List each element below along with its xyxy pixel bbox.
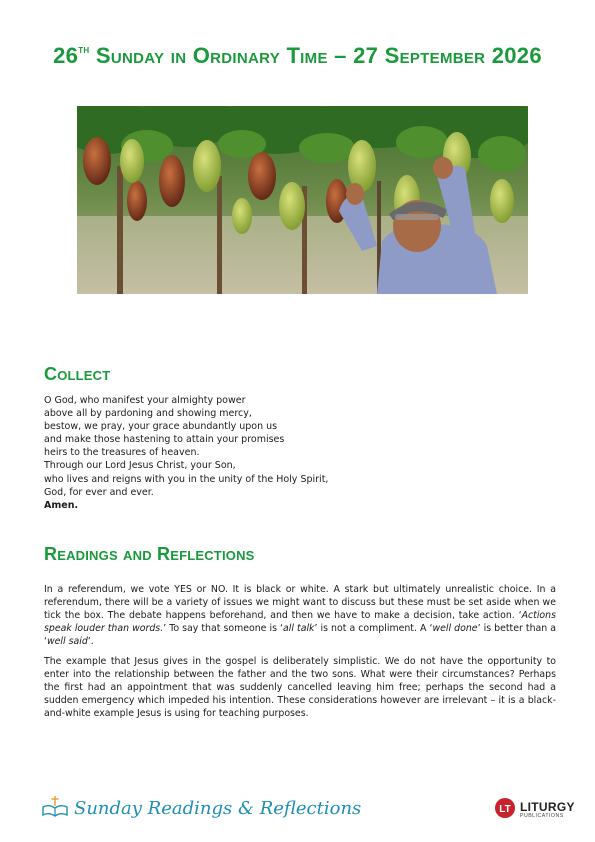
- liturgy-logo-icon: [494, 797, 516, 823]
- liturgy-publications-logo: [494, 797, 575, 823]
- reflection-paragraph-2: The example that Jesus gives in the gospel is deliberately simplistic. We do not have the opportunity to enter into the relationship between the father and the two sons. What were their circumstances? Perhaps the first had an appointment that was suddenly cancelled leaving him free; perhaps the second had a sudden emergency which impeded his intention. These considerations however are irrelevant – it is a black-and-white example Jesus is using for teaching purposes.: [44, 656, 556, 719]
- collect-line: heirs to the treasures of heaven.: [44, 447, 200, 459]
- collect-amen: Amen.: [44, 499, 79, 511]
- title-suffix: th: [78, 44, 90, 56]
- para1-text: In a referendum, we vote YES or NO. It is black or white. A stark but ultimately unrealistic choice. In a referendum, there will be a variety of issues we might want to discuss but these must be set aside when we tick the box. The debate happens beforehand, and then we have to make a decision, take action. ‘: [44, 584, 556, 621]
- collect-line: bestow, we pray, your grace abundantly upon us: [44, 421, 278, 433]
- collect-heading: Collect: [44, 364, 111, 384]
- title-text: Sunday in Ordinary Time – 27 September 2026: [89, 43, 542, 68]
- vineyard-photo: [77, 106, 528, 294]
- collect-line: above all by pardoning and showing mercy,: [44, 408, 252, 420]
- collect-line: God, for ever and ever.: [44, 486, 154, 498]
- collect-prayer: [44, 394, 328, 512]
- page-title: [0, 43, 595, 69]
- collect-line: Through our Lord Jesus Christ, your Son,: [44, 460, 236, 472]
- publisher-subtitle: PUBLICATIONS: [520, 812, 564, 819]
- open-book-cross-icon: [42, 795, 68, 821]
- para1-quote-well-said: well said: [46, 636, 88, 647]
- collect-line: who lives and reigns with you in the unity of the Holy Spirit,: [44, 473, 329, 485]
- collect-line: and make those hastening to attain your promises: [44, 434, 285, 446]
- para1-quote-well-done: well done: [432, 623, 478, 634]
- para1-quote-actions: Actions speak louder than words.: [44, 610, 556, 634]
- para1-text: ’ is not a compliment. A ‘: [314, 623, 433, 634]
- readings-heading: Readings and Reflections: [44, 544, 255, 564]
- publisher-name: LITURGY: [520, 799, 575, 814]
- footer-brand-text: Sunday Readings & Reflections: [74, 797, 362, 819]
- para1-text: ’ is better than a ‘: [44, 623, 556, 647]
- title-number: 26: [53, 43, 79, 68]
- para1-quote-all-talk: all talk: [283, 623, 315, 634]
- reflection-paragraph-1: [44, 583, 556, 648]
- svg-text:LT: LT: [499, 804, 511, 815]
- para1-text: ’.: [87, 636, 94, 647]
- footer-brand: [42, 795, 361, 821]
- collect-line: O God, who manifest your almighty power: [44, 395, 246, 406]
- para1-text: ’ To say that someone is ‘: [163, 623, 284, 634]
